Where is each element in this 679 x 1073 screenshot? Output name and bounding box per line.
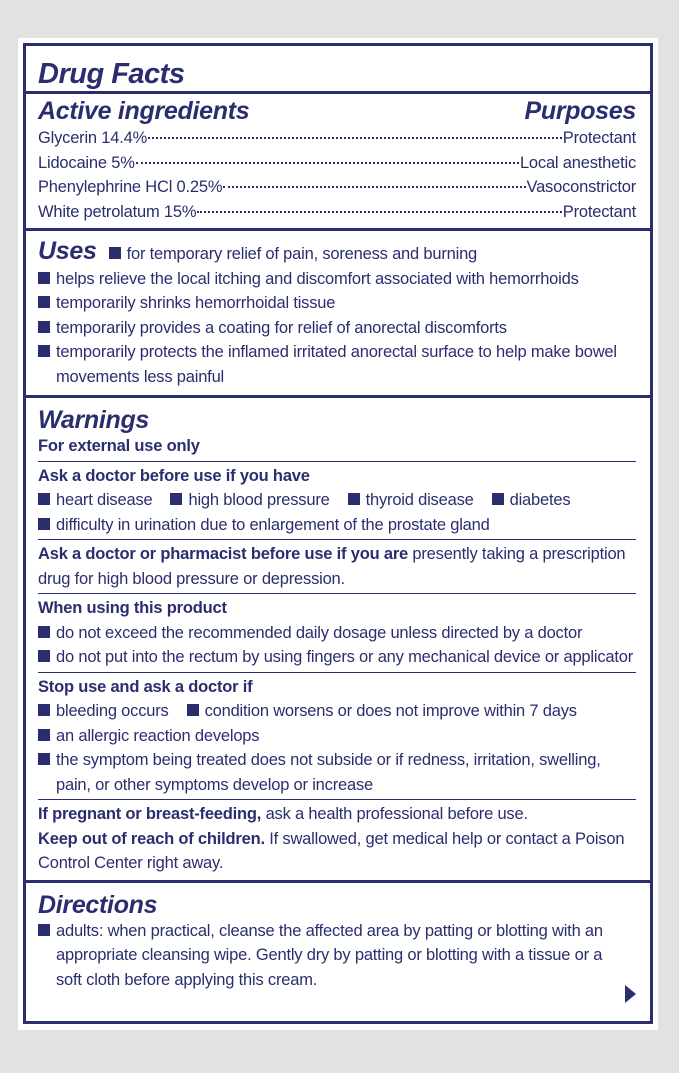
stop-use-text: bleeding occurs bbox=[56, 702, 169, 720]
ask-pharmacist-section bbox=[38, 540, 636, 593]
uses-heading: Uses bbox=[38, 237, 97, 265]
stop-use-inline-items bbox=[38, 699, 636, 724]
bullet-square-icon bbox=[38, 924, 50, 936]
bullet-square-icon bbox=[38, 704, 50, 716]
drug-facts-title: Drug Facts bbox=[38, 58, 185, 90]
stop-use-heading: Stop use and ask a doctor if bbox=[38, 677, 253, 696]
leader-dots bbox=[197, 211, 561, 213]
when-using-text: do not exceed the recommended daily dosage unless directed by a doctor bbox=[56, 623, 583, 642]
use-item bbox=[38, 291, 636, 316]
ask-pharmacist-text: presently taking a prescription drug for high blood pressure or depression. bbox=[38, 545, 626, 588]
ingredient-purpose: Protectant bbox=[562, 202, 636, 221]
uses-section bbox=[38, 237, 636, 389]
when-using-heading: When using this product bbox=[38, 599, 227, 617]
pregnancy-warning bbox=[38, 802, 636, 827]
when-using-text: do not put into the rectum by using fingers or any mechanical device or applicator bbox=[56, 648, 634, 666]
external-use-note: For external use only bbox=[38, 437, 200, 455]
bullet-square-icon bbox=[38, 345, 50, 357]
bullet-square-icon bbox=[38, 753, 50, 765]
condition-text: heart disease bbox=[56, 491, 153, 509]
use-item: for temporary relief of pain, soreness and burning bbox=[126, 245, 478, 263]
ingredient-name: Phenylephrine HCl 0.25% bbox=[38, 178, 223, 196]
pregnancy-text: ask a health professional before use. bbox=[261, 805, 528, 823]
leader-dots bbox=[223, 186, 525, 188]
use-item-text: temporarily shrinks hemorrhoidal tissue bbox=[56, 294, 336, 312]
stop-use-section bbox=[38, 673, 636, 800]
ingredient-name: Lidocaine 5% bbox=[38, 153, 135, 172]
divider bbox=[26, 91, 650, 94]
bullet-square-icon bbox=[187, 704, 199, 716]
bullet-square-icon bbox=[38, 493, 50, 505]
condition-text: diabetes bbox=[509, 491, 571, 509]
ingredient-row bbox=[38, 151, 636, 176]
bullet-square-icon bbox=[109, 247, 121, 259]
ingredient-name: Glycerin 14.4% bbox=[38, 129, 148, 147]
ask-doctor-inline-items bbox=[38, 488, 636, 513]
condition-item bbox=[170, 491, 329, 509]
stop-use-item bbox=[38, 702, 169, 720]
warnings-heading: Warnings bbox=[38, 406, 150, 434]
divider bbox=[26, 228, 650, 231]
when-using-item bbox=[38, 645, 636, 670]
ingredients-list bbox=[38, 126, 636, 224]
continue-arrow-icon bbox=[625, 985, 636, 1003]
children-heading: Keep out of reach of children. bbox=[38, 829, 265, 848]
use-item-text: temporarily protects the inflamed irritated anorectal surface to help make bowel movements less painful bbox=[56, 343, 617, 386]
bullet-square-icon bbox=[38, 729, 50, 741]
use-item bbox=[38, 316, 636, 341]
bullet-square-icon bbox=[38, 626, 50, 638]
condition-item bbox=[492, 491, 571, 509]
children-text: If swallowed, get medical help or contact a Poison Control Center right away. bbox=[38, 829, 625, 872]
use-item-text: temporarily provides a coating for relief of anorectal discomforts bbox=[56, 318, 507, 337]
stop-use-text: the symptom being treated does not subside or if redness, irritation, swelling, pain, or other symptoms develop or increase bbox=[56, 751, 601, 794]
use-item bbox=[38, 267, 636, 292]
stop-use-item bbox=[38, 748, 636, 797]
ingredient-name: White petrolatum 15% bbox=[38, 202, 197, 221]
stop-use-text: an allergic reaction develops bbox=[56, 726, 260, 745]
leader-dots bbox=[136, 162, 519, 164]
bullet-square-icon bbox=[38, 296, 50, 308]
ingredient-row bbox=[38, 175, 636, 200]
drug-facts-box bbox=[23, 43, 653, 1024]
active-ingredients-heading: Active ingredients bbox=[38, 97, 250, 125]
ingredient-row bbox=[38, 200, 636, 225]
divider bbox=[26, 880, 650, 883]
stop-use-text: condition worsens or does not improve within 7 days bbox=[204, 702, 577, 720]
pregnancy-children-section bbox=[38, 800, 636, 880]
label-panel bbox=[18, 38, 658, 1030]
bullet-square-icon bbox=[492, 493, 504, 505]
directions-list bbox=[38, 919, 636, 993]
bullet-square-icon bbox=[348, 493, 360, 505]
divider bbox=[26, 395, 650, 398]
bullet-square-icon bbox=[38, 272, 50, 284]
ingredient-purpose: Vasoconstrictor bbox=[526, 178, 636, 196]
condition-item bbox=[348, 491, 474, 509]
directions-heading: Directions bbox=[38, 890, 158, 919]
bullet-square-icon bbox=[38, 321, 50, 333]
stop-use-item bbox=[38, 724, 636, 749]
uses-first-line bbox=[38, 237, 636, 267]
when-using-item bbox=[38, 621, 636, 646]
directions-item bbox=[38, 919, 626, 993]
use-item-text: helps relieve the local itching and discomfort associated with hemorrhoids bbox=[56, 269, 579, 288]
condition-item bbox=[38, 513, 636, 538]
bullet-square-icon bbox=[170, 493, 182, 505]
leader-dots bbox=[148, 137, 562, 139]
ask-doctor-section bbox=[38, 462, 636, 540]
ingredient-purpose: Local anesthetic bbox=[519, 153, 636, 172]
condition-text: high blood pressure bbox=[188, 491, 330, 509]
ask-pharmacist-heading: Ask a doctor or pharmacist before use if you are bbox=[38, 545, 409, 563]
use-item bbox=[38, 340, 636, 389]
ingredient-purpose: Protectant bbox=[562, 129, 636, 147]
condition-text: thyroid disease bbox=[365, 491, 474, 509]
bullet-square-icon bbox=[38, 650, 50, 662]
condition-item bbox=[38, 491, 152, 509]
children-warning bbox=[38, 827, 636, 876]
condition-text: difficulty in urination due to enlargement of the prostate gland bbox=[56, 515, 490, 534]
active-ingredients-header bbox=[38, 97, 636, 125]
ingredient-row bbox=[38, 126, 636, 151]
ask-doctor-heading: Ask a doctor before use if you have bbox=[38, 466, 310, 485]
stop-use-item bbox=[187, 702, 577, 720]
pregnancy-heading: If pregnant or breast-feeding, bbox=[38, 805, 262, 823]
when-using-section bbox=[38, 594, 636, 672]
directions-text: adults: when practical, cleanse the affected area by patting or blotting with an appropriate cleansing wipe. Gently dry by patting or blotting with a tissue or a soft cloth before applying this cream. bbox=[56, 921, 603, 989]
purposes-heading: Purposes bbox=[524, 97, 636, 125]
bullet-square-icon bbox=[38, 518, 50, 530]
